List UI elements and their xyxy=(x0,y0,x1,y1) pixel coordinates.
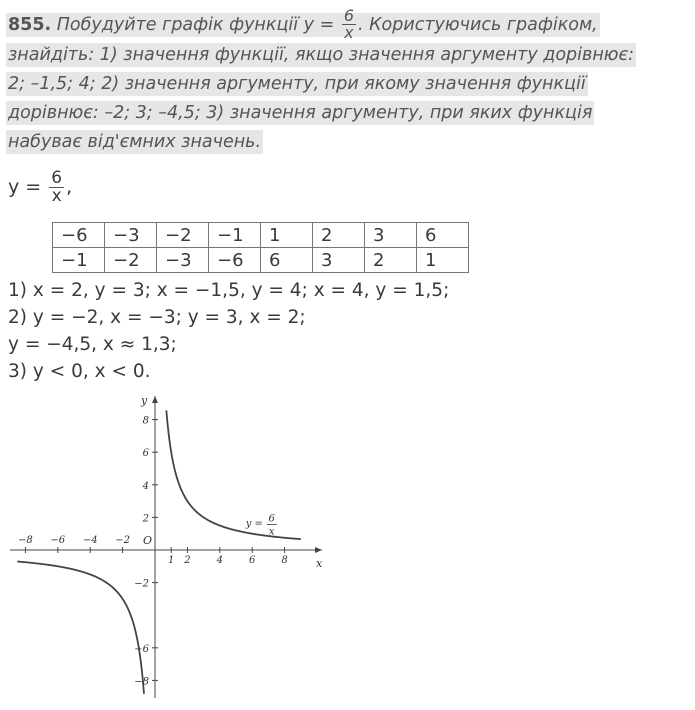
y-axis-label: y xyxy=(141,394,148,407)
x-tick-label: 6 xyxy=(249,555,256,566)
function-label-numerator: 6 xyxy=(51,168,63,188)
x-axis-arrow xyxy=(315,547,322,553)
function-label-suffix: , xyxy=(66,176,73,198)
table-row-y xyxy=(53,248,469,273)
y-axis-arrow xyxy=(152,396,158,403)
table-cell: −2 xyxy=(105,248,157,273)
task-line-4: дорівнює: –2; 3; –4,5; 3) значення аргументу, при яких функція xyxy=(8,103,593,123)
task-line-1 xyxy=(6,6,600,42)
table-cell: 1 xyxy=(417,248,469,273)
origin-label: O xyxy=(143,534,153,547)
table-cell: 3 xyxy=(365,223,417,248)
table-cell: −2 xyxy=(157,223,209,248)
curve-label-denominator: x xyxy=(268,526,275,538)
y-tick-label: 2 xyxy=(142,513,149,525)
x-tick-label: −4 xyxy=(82,535,98,546)
y-tick-label: 6 xyxy=(142,448,149,460)
answer-line-4: 3) y < 0, x < 0. xyxy=(8,361,151,382)
x-tick-label: −6 xyxy=(50,535,66,546)
answer-line-2: 2) y = −2, x = −3; y = 3, x = 2; xyxy=(8,307,306,328)
y-tick-label: −2 xyxy=(134,578,149,590)
curve-label-lhs: y = xyxy=(245,518,263,530)
task-line-3: 2; –1,5; 4; 2) значення аргументу, при якому значення функції xyxy=(8,74,586,94)
answer-line-3: y = −4,5, x ≈ 1,3; xyxy=(8,334,177,355)
table-cell: 1 xyxy=(261,223,313,248)
x-tick-label: 1 xyxy=(168,555,175,566)
task-intro: Побудуйте графік функції y = xyxy=(56,14,335,35)
function-label xyxy=(8,170,72,205)
task-number: 855. xyxy=(8,14,52,35)
x-tick-label: 4 xyxy=(216,555,223,566)
table-cell: −1 xyxy=(209,223,261,248)
values-table xyxy=(52,222,469,273)
curves xyxy=(17,410,301,694)
table-row-x xyxy=(53,223,469,248)
table-cell: −6 xyxy=(209,248,261,273)
task-line1-rest: . Користуючись графіком, xyxy=(358,14,598,35)
x-tick-label: −8 xyxy=(18,535,33,546)
table-cell: −1 xyxy=(53,248,105,273)
negative-branch-curve xyxy=(17,562,144,694)
table-cell: −3 xyxy=(157,248,209,273)
table-cell: 3 xyxy=(313,248,365,273)
hyperbola-graph xyxy=(10,390,330,702)
task-fraction xyxy=(342,8,356,41)
y-tick-label: 4 xyxy=(142,480,149,492)
y-tick-label: −8 xyxy=(134,676,149,688)
task-statement xyxy=(6,8,666,157)
task-fraction-numerator: 6 xyxy=(343,6,354,25)
table-cell: 2 xyxy=(365,248,417,273)
axes xyxy=(10,396,322,698)
y-tick-label: −6 xyxy=(134,643,149,655)
table-cell: 6 xyxy=(417,223,469,248)
function-label-lhs: y = xyxy=(8,176,42,198)
y-tick-label: 8 xyxy=(142,415,149,427)
task-line-2: знайдіть: 1) значення функції, якщо значення аргументу дорівнює: xyxy=(8,45,635,65)
table-cell: −3 xyxy=(105,223,157,248)
answer-line-1: 1) x = 2, y = 3; x = −1,5, y = 4; x = 4, y = 1,5; xyxy=(8,280,450,301)
table-cell: −6 xyxy=(53,223,105,248)
task-line-5: набуває від'ємних значень. xyxy=(8,132,262,152)
x-axis-label: x xyxy=(316,557,323,570)
x-tick-label: 8 xyxy=(281,555,288,566)
x-tick-label: 2 xyxy=(184,555,191,566)
graph-labels xyxy=(18,394,323,687)
table-cell: 2 xyxy=(313,223,365,248)
table-cell: 6 xyxy=(261,248,313,273)
task-fraction-denominator: x xyxy=(344,23,354,42)
function-label-fraction xyxy=(49,170,64,205)
x-tick-label: −2 xyxy=(115,535,130,546)
positive-branch-curve xyxy=(166,410,300,539)
curve-label-numerator: 6 xyxy=(268,513,275,525)
function-label-denominator: x xyxy=(51,186,62,206)
